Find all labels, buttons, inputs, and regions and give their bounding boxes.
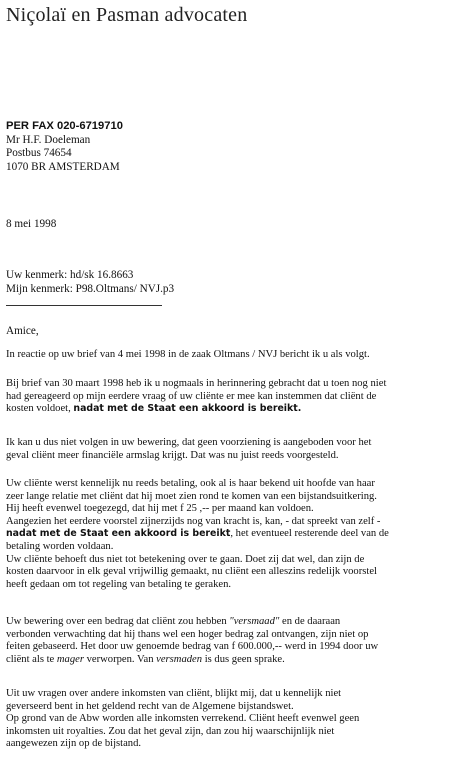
- mijn-kenmerk: Mijn kenmerk: P98.Oltmans/ NVJ.p3: [6, 282, 175, 295]
- letterhead-firm-name: Niçolaï en Pasman advocaten: [6, 4, 248, 26]
- paragraph-line: Bij brief van 30 maart 1998 heb ik u nogmaals in herinnering gebracht dat u toen nog niet: [6, 378, 387, 389]
- paragraph-line: Hij heeft evenwel toegezegd, dat hij met f 25 ,-- per maand kan voldoen.: [6, 503, 314, 515]
- recipient-block: [6, 120, 123, 174]
- paragraph-line: aangewezen zijn op de bijstand.: [6, 738, 142, 750]
- uw-kenmerk: Uw kenmerk: hd/sk 16.8663: [6, 269, 134, 281]
- text-run: cliënt als te: [6, 653, 57, 665]
- paragraph-line: Uw cliënte werst kennelijk nu reeds betaling, ook al is haar bekend uit hoofde van haar: [6, 478, 375, 489]
- paragraph-line: feiten gebaseerd. Het door uw genoemde bedrag van f 600.000,-- werd in 1994 door uw: [6, 641, 379, 653]
- paragraph-line: Op grond van de Abw worden alle inkomsten verrekend. Cliënt heeft evenwel geen: [6, 713, 360, 725]
- text-run: verworpen. Van: [83, 653, 157, 665]
- recipient-name: Mr H.F. Doeleman: [6, 133, 91, 146]
- text-run: , het eventueel resterende deel van de: [230, 528, 389, 540]
- text-run: Uw bewering over een bedrag dat cliënt zou hebben: [6, 616, 230, 627]
- paragraph-line: [6, 528, 440, 541]
- text-run: en de daaraan: [279, 616, 341, 627]
- italic-text: versmaden: [156, 653, 203, 665]
- paragraph-line: [6, 616, 440, 629]
- paragraph-line: kosten daarvoor in elk geval vrijwillig gemaakt, nu cliënt een alleszins redelijk voorstel: [6, 566, 377, 578]
- paragraph-line: In reactie op uw brief van 4 mei 1998 in de zaak Oltmans / NVJ bericht ik u als volgt.: [6, 349, 370, 360]
- letter-date: 8 mei 1998: [6, 218, 57, 230]
- paragraph-4: [6, 478, 440, 591]
- paragraph-line: heeft gedaan om tot regeling van betaling te geraken.: [6, 578, 232, 590]
- paragraph-3: [6, 437, 440, 462]
- text-run: is dus geen sprake.: [202, 653, 285, 665]
- paragraph-line: Aangezien het eerdere voorstel zijnerzijds nog van kracht is, kan, - dat spreekt van zelf -: [6, 515, 381, 527]
- italic-text: mager: [56, 653, 84, 665]
- paragraph-line: had gereageerd op mijn eerdere vraag of uw cliënte er mee kan instemmen dat cliënt de: [6, 390, 377, 402]
- paragraph-1: [6, 349, 440, 362]
- recipient-city: 1070 BR AMSTERDAM: [6, 160, 120, 173]
- paragraph-line: geverseerd bent in het geldend recht van de Algemene bijstandswet.: [6, 700, 294, 712]
- references-block: [6, 269, 174, 296]
- paragraph-line: Uw cliënte behoeft dus niet tot betekening over te gaan. Doet zij dat wel, dan zijn de: [6, 553, 365, 565]
- divider-line: [6, 305, 162, 306]
- paragraph-2: [6, 378, 440, 416]
- italic-text: "versmaad": [229, 616, 280, 627]
- recipient-postbus: Postbus 74654: [6, 147, 72, 160]
- paragraph-line: geval cliënt meer financiële armslag krijgt. Dat was nu juist reeds voorgesteld.: [6, 449, 339, 461]
- emphasis-text: nadat met de Staat een akkoord is bereikt.: [73, 403, 302, 415]
- paragraph-5: [6, 616, 440, 666]
- emphasis-text: nadat met de Staat een akkoord is bereikt: [6, 528, 231, 540]
- paragraph-line: betaling worden voldaan.: [6, 540, 114, 552]
- paragraph-line: zeer lange relatie met cliënt dat hij moet zien rond te komen van een bijstandsuitkering.: [6, 490, 377, 502]
- paragraph-line: [6, 654, 440, 667]
- paragraph-line: Uit uw vragen over andere inkomsten van cliënt, blijkt mij, dat u kennelijk niet: [6, 688, 342, 699]
- salutation: Amice,: [6, 325, 39, 337]
- paragraph-line: Ik kan u dus niet volgen in uw bewering, dat geen voorziening is aangeboden voor het: [6, 437, 372, 448]
- paragraph-line: verbonden verwachting dat hij thans wel een hoger bedrag zal ontvangen, zijn niet op: [6, 628, 369, 640]
- text-run: kosten voldoet,: [6, 403, 74, 415]
- fax-line: PER FAX 020-6719710: [6, 120, 123, 132]
- paragraph-6: [6, 688, 440, 751]
- paragraph-line: inkomsten uit royalties. Zou dat het geval zijn, dan zou hij waarschijnlijk niet: [6, 725, 335, 737]
- paragraph-line: [6, 403, 440, 416]
